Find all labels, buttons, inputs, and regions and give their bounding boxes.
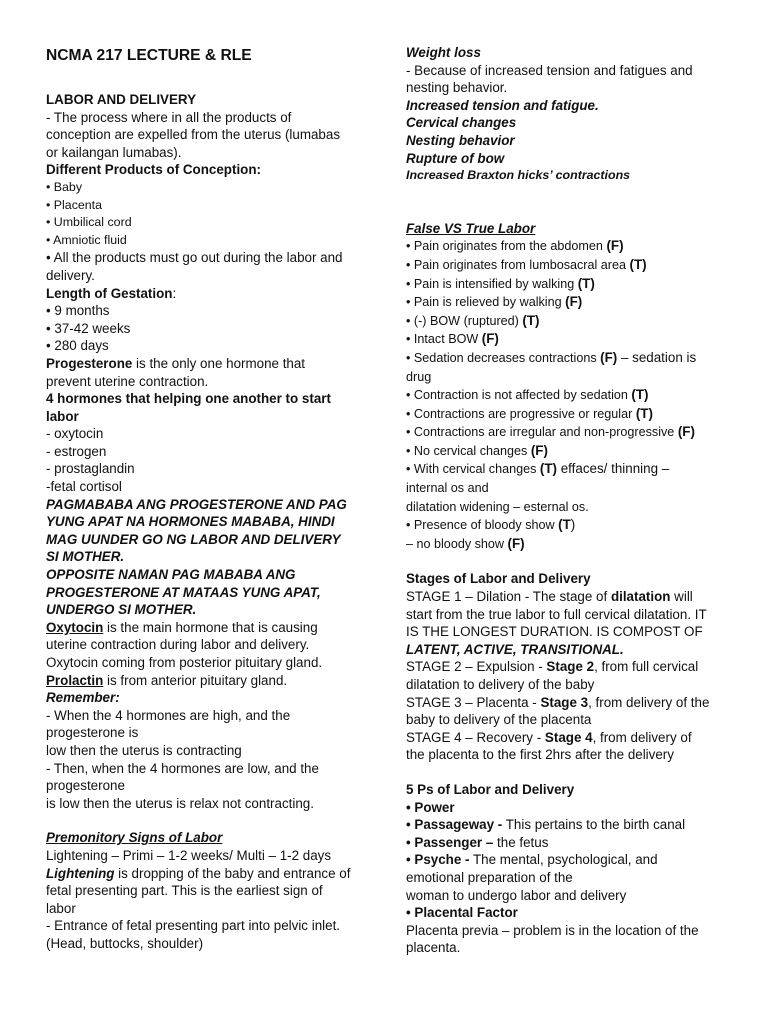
remember-line: progesterone xyxy=(46,778,125,794)
tagalog-note-2 xyxy=(46,566,368,619)
false-true-text: drug xyxy=(406,369,432,384)
products-note-line: • All the products must go out during the labor and xyxy=(46,250,343,266)
false-true-item xyxy=(406,535,746,554)
placental-factor-item: • Placental Factor xyxy=(406,905,518,921)
psyche-desc: The mental, psychological, and xyxy=(469,852,658,868)
false-true-text: • Pain is intensified by walking xyxy=(406,276,578,291)
stage-2-label: STAGE 2 – Expulsion - xyxy=(406,659,547,675)
gestation-colon: : xyxy=(172,285,177,301)
psyche-item xyxy=(406,851,746,869)
premonitory-sign-item: Increased tension and fatigue. xyxy=(406,97,599,113)
false-true-text: • Pain originates from the abdomen xyxy=(406,239,607,254)
false-true-text: • Contractions are progressive or regular xyxy=(406,406,636,421)
labor-definition xyxy=(46,109,368,162)
tagalog-note-line: YUNG APAT NA HORMONES MABABA, HINDI xyxy=(46,514,335,530)
stage-1-detail-line: IS THE LONGEST DURATION. IS COMPOST OF xyxy=(406,624,703,640)
passageway-item xyxy=(406,816,746,834)
document-title: NCMA 217 LECTURE & RLE xyxy=(46,47,252,64)
false-true-text: • Contractions are irregular and non-progressive xyxy=(406,425,678,440)
false-true-item xyxy=(406,423,746,442)
true-false-tag: (T xyxy=(558,517,571,533)
false-true-text: • (-) BOW (ruptured) xyxy=(406,313,523,328)
hormone-item: - prostaglandin xyxy=(46,461,135,477)
lightening-term: Lightening xyxy=(46,865,115,881)
false-true-text: • Contraction is not affected by sedation xyxy=(406,388,632,403)
false-true-text: • With cervical changes xyxy=(406,462,540,477)
hormone-item: - estrogen xyxy=(46,443,107,459)
passenger-desc: the fetus xyxy=(493,834,549,850)
false-true-item xyxy=(406,442,746,461)
false-true-text: ) xyxy=(570,517,576,533)
true-false-tag: (T) xyxy=(577,275,595,291)
prolactin-term: Prolactin xyxy=(46,672,104,688)
false-true-item xyxy=(406,405,746,424)
remember-heading: Remember: xyxy=(46,690,120,706)
stages-heading: Stages of Labor and Delivery xyxy=(406,571,591,587)
psyche-detail-line: emotional preparation of the xyxy=(406,869,573,885)
progesterone-line-2: prevent uterine contraction. xyxy=(46,373,209,389)
prolactin-line xyxy=(46,672,368,690)
lightening-details xyxy=(46,882,368,952)
true-false-tag: (F) xyxy=(606,238,624,254)
false-true-text: • Pain originates from lumbosacral area xyxy=(406,257,630,272)
false-true-text: • Presence of bloody show xyxy=(406,518,559,533)
true-false-tag: (F) xyxy=(565,294,583,310)
stage-3-line xyxy=(406,694,746,712)
premonitory-heading: Premonitory Signs of Labor xyxy=(46,830,223,846)
tagalog-note-line: UNDERGO SI MOTHER. xyxy=(46,602,197,618)
tagalog-note-line: PAGMABABA ANG PROGESTERONE AND PAG xyxy=(46,496,347,512)
premonitory-signs-list xyxy=(406,97,746,167)
right-column xyxy=(406,0,746,957)
false-true-text: • No cervical changes xyxy=(406,443,531,458)
hormone-item: - oxytocin xyxy=(46,426,104,442)
stage-2-term: Stage 2 xyxy=(546,659,595,675)
five-ps-heading: 5 Ps of Labor and Delivery xyxy=(406,781,575,797)
stage-1-detail-line: start from the true labor to full cervical dilatation. IT xyxy=(406,606,707,622)
remember-line: - Then, when the 4 hormones are low, and the xyxy=(46,760,319,776)
product-item: • Amniotic fluid xyxy=(46,232,127,247)
stage-3-label: STAGE 3 – Placenta - xyxy=(406,694,541,710)
gestation-item: • 37-42 weeks xyxy=(46,320,131,336)
placenta-detail-line: Placenta previa – problem is in the location of the xyxy=(406,922,699,938)
true-false-tag: (T) xyxy=(629,256,647,272)
stage-4-label: STAGE 4 – Recovery - xyxy=(406,729,545,745)
false-true-item xyxy=(406,237,746,256)
product-item: • Umbilical cord xyxy=(46,215,132,230)
false-true-item xyxy=(406,516,746,535)
false-true-text: effaces/ thinning – xyxy=(557,461,670,477)
passageway-term: • Passageway - xyxy=(406,817,503,833)
stage-1-term: dilatation xyxy=(610,589,671,605)
lightening-detail-line: - Entrance of fetal presenting part into pelvic inlet. xyxy=(46,918,341,934)
products-note-line: delivery. xyxy=(46,267,95,283)
tagalog-note-line: OPPOSITE NAMAN PAG MABABA ANG xyxy=(46,567,296,583)
remember-line: progesterone is xyxy=(46,725,139,741)
lightening-line xyxy=(46,865,368,883)
prolactin-desc: is from anterior pituitary gland. xyxy=(103,672,288,688)
stage-3-detail: baby to delivery of the placenta xyxy=(406,712,592,728)
false-true-text: – no bloody show xyxy=(406,536,508,551)
psyche-details xyxy=(406,869,746,904)
passageway-desc: This pertains to the birth canal xyxy=(502,817,686,833)
weight-loss-line: nesting behavior. xyxy=(406,80,508,96)
true-false-tag: (F) xyxy=(507,535,525,551)
tagalog-note-line: PROGESTERONE AT MATAAS YUNG APAT, xyxy=(46,584,321,600)
tagalog-note-line: MAG UUNDER GO NG LABOR AND DELIVERY xyxy=(46,531,341,547)
lightening-detail-line: (Head, buttocks, shoulder) xyxy=(46,935,204,951)
progesterone-term: Progesterone xyxy=(46,355,133,371)
stage-4-detail: the placenta to the first 2hrs after the delivery xyxy=(406,747,674,763)
gestation-item: • 9 months xyxy=(46,303,110,319)
remember-list xyxy=(46,707,368,813)
tagalog-note-line: SI MOTHER. xyxy=(46,549,125,565)
true-false-tag: (T) xyxy=(539,461,558,477)
true-false-tag: (T) xyxy=(635,405,653,421)
passenger-item xyxy=(406,834,746,852)
lightening-timing: Lightening – Primi – 1-2 weeks/ Multi – 1-2 days xyxy=(46,847,332,863)
stage-1-line xyxy=(406,588,746,606)
lightening-detail-line: fetal presenting part. This is the earliest sign of xyxy=(46,883,323,899)
false-true-item xyxy=(406,498,746,517)
true-false-tag: (F) xyxy=(600,349,618,365)
product-item: • Baby xyxy=(46,179,83,194)
progesterone-line xyxy=(46,355,368,373)
stage-2-desc: , from full cervical xyxy=(594,659,699,675)
hormone-item: -fetal cortisol xyxy=(46,479,122,495)
false-true-item xyxy=(406,312,746,331)
false-true-text: • Intact BOW xyxy=(406,332,482,347)
lightening-desc: is dropping of the baby and entrance of xyxy=(114,865,351,881)
weight-loss-heading: Weight loss xyxy=(406,45,481,60)
true-false-tag: (T) xyxy=(631,387,649,403)
passenger-term: • Passenger – xyxy=(406,834,494,850)
false-true-item xyxy=(406,256,746,275)
stage-3-desc: , from delivery of the xyxy=(588,694,710,710)
oxytocin-detail-line: uterine contraction during labor and delivery. xyxy=(46,637,310,653)
placenta-detail-line: placenta. xyxy=(406,940,461,956)
products-list xyxy=(46,179,368,249)
true-false-tag: (F) xyxy=(677,424,695,440)
oxytocin-term: Oxytocin xyxy=(46,619,104,635)
false-true-text: dilatation widening – esternal os. xyxy=(406,499,589,514)
weight-loss-details xyxy=(406,62,746,97)
hormones-list xyxy=(46,425,368,495)
left-column xyxy=(46,0,368,953)
remember-line: is low then the uterus is relax not contracting. xyxy=(46,795,314,811)
false-true-heading: False VS True Labor xyxy=(406,220,536,236)
oxytocin-detail-line: Oxytocin coming from posterior pituitary gland. xyxy=(46,655,323,670)
gestation-heading-line xyxy=(46,285,368,303)
tagalog-note-1 xyxy=(46,496,368,566)
hormones-heading-line: 4 hormones that helping one another to start xyxy=(46,391,331,407)
false-true-item xyxy=(406,275,746,294)
stage-2-line xyxy=(406,658,746,676)
false-true-item xyxy=(406,330,746,349)
stage-2-detail: dilatation to delivery of the baby xyxy=(406,677,595,692)
power-item: • Power xyxy=(406,799,455,815)
weight-loss-line: - Because of increased tension and fatigues and xyxy=(406,62,693,78)
false-true-item xyxy=(406,460,746,479)
stage-4-term: Stage 4 xyxy=(544,729,593,745)
oxytocin-desc: is the main hormone that is causing xyxy=(103,619,318,635)
false-true-item xyxy=(406,386,746,405)
false-true-text: internal os and xyxy=(406,481,489,496)
oxytocin-details xyxy=(46,636,368,671)
false-true-item xyxy=(406,368,746,387)
stage-1-phases: LATENT, ACTIVE, TRANSITIONAL. xyxy=(406,641,624,657)
false-true-item xyxy=(406,293,746,312)
stage-4-line xyxy=(406,729,746,747)
true-false-tag: (F) xyxy=(530,442,548,458)
hormones-heading xyxy=(46,390,368,425)
false-true-item xyxy=(406,479,746,498)
labor-definition-line: conception are expelled from the uterus (lumabas xyxy=(46,127,341,143)
stage-1-desc: will xyxy=(670,589,693,605)
braxton-hicks-line: Increased Braxton hicks’ contractions xyxy=(406,168,631,183)
true-false-tag: (F) xyxy=(481,331,499,347)
false-true-text: • Sedation decreases contractions xyxy=(406,350,601,365)
stage-1-details xyxy=(406,606,746,641)
lightening-detail-line: labor xyxy=(46,900,76,916)
psyche-detail-line: woman to undergo labor and delivery xyxy=(406,887,627,903)
progesterone-desc: is the only one hormone that xyxy=(132,355,306,371)
stage-4-desc: , from delivery of xyxy=(592,729,692,745)
products-note xyxy=(46,249,368,284)
labor-definition-line: or kailangan lumabas). xyxy=(46,144,182,160)
false-true-item xyxy=(406,349,746,368)
oxytocin-line xyxy=(46,619,368,637)
false-true-text: – sedation is xyxy=(617,349,697,365)
psyche-term: • Psyche - xyxy=(406,852,470,868)
false-true-list xyxy=(406,237,746,553)
premonitory-sign-item: Rupture of bow xyxy=(406,150,505,166)
gestation-list xyxy=(46,302,368,355)
hormones-heading-line: labor xyxy=(46,408,79,424)
stage-3-term: Stage 3 xyxy=(540,694,589,710)
placenta-details xyxy=(406,922,746,957)
true-false-tag: (T) xyxy=(522,312,540,328)
product-item: • Placenta xyxy=(46,197,102,212)
remember-line: - When the 4 hormones are high, and the xyxy=(46,707,291,723)
labor-definition-line: - The process where in all the products of xyxy=(46,109,292,125)
stage-1-label: STAGE 1 – Dilation - The stage of xyxy=(406,589,611,605)
premonitory-sign-item: Cervical changes xyxy=(406,115,517,131)
false-true-text: • Pain is relieved by walking xyxy=(406,295,566,310)
remember-line: low then the uterus is contracting xyxy=(46,742,242,758)
products-heading: Different Products of Conception: xyxy=(46,162,261,178)
gestation-item: • 280 days xyxy=(46,338,109,354)
gestation-heading: Length of Gestation xyxy=(46,285,173,301)
premonitory-sign-item: Nesting behavior xyxy=(406,132,515,148)
labor-heading: LABOR AND DELIVERY xyxy=(46,92,197,107)
